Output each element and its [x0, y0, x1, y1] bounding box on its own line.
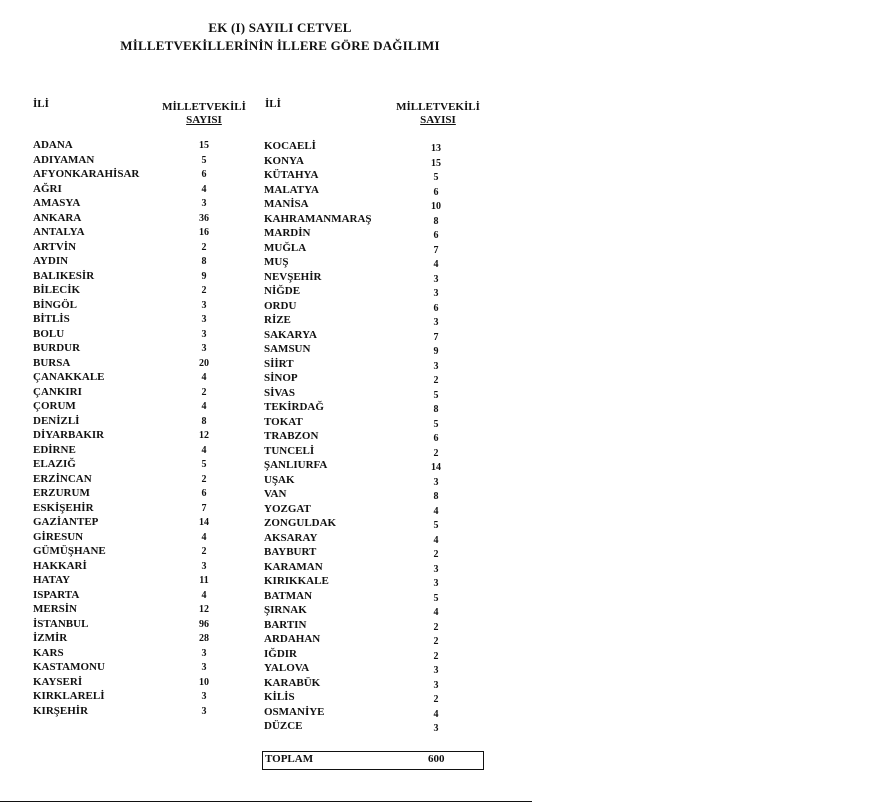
- province-name: EDİRNE: [33, 443, 76, 456]
- province-name: BİLECİK: [33, 284, 81, 296]
- deputy-count: 2: [201, 285, 207, 296]
- province-name: MARDİN: [264, 227, 311, 239]
- deputy-count: 6: [433, 302, 439, 314]
- province-name: VAN: [264, 488, 287, 500]
- province-name: ARDAHAN: [264, 633, 321, 645]
- province-name: BARTIN: [264, 618, 307, 631]
- deputy-count: 7: [433, 244, 439, 256]
- deputy-count: 14: [431, 462, 441, 473]
- deputy-count: 2: [433, 636, 439, 647]
- province-name: KARS: [33, 646, 64, 659]
- province-name: BOLU: [33, 327, 65, 340]
- left-count-header: [159, 101, 249, 127]
- deputy-count: 2: [433, 621, 439, 633]
- province-name: HATAY: [33, 574, 71, 586]
- deputy-count: 8: [201, 256, 207, 267]
- deputy-count: 3: [201, 198, 207, 209]
- province-name: KIRKLARELİ: [33, 690, 105, 702]
- province-name: BURSA: [33, 356, 71, 369]
- deputy-count: 3: [433, 317, 439, 328]
- deputy-count: 3: [201, 299, 207, 311]
- province-name: DİYARBAKIR: [33, 429, 105, 441]
- deputy-count: 5: [201, 154, 207, 166]
- province-name: ŞANLIURFA: [264, 459, 328, 471]
- deputy-count: 3: [201, 328, 207, 340]
- province-name: ERZURUM: [33, 487, 90, 499]
- province-name: TOKAT: [264, 415, 303, 428]
- deputy-count: 3: [201, 691, 207, 702]
- province-name: KOCAELİ: [264, 140, 316, 152]
- left-province-header: İLİ: [33, 98, 49, 110]
- deputy-count: 8: [433, 404, 439, 415]
- deputy-count: 3: [433, 578, 439, 589]
- deputy-count: 20: [199, 357, 209, 369]
- province-name: ESKİŞEHİR: [33, 501, 94, 514]
- deputy-count: 16: [199, 227, 209, 238]
- province-name: MUŞ: [264, 256, 289, 268]
- province-name: BATMAN: [264, 589, 313, 602]
- province-name: ÇANAKKALE: [33, 371, 105, 383]
- deputy-count: 8: [433, 491, 439, 502]
- province-name: SİVAS: [264, 386, 295, 399]
- deputy-count: 12: [199, 430, 209, 441]
- right-count-header-line1: MİLLETVEKİLİ: [396, 101, 480, 113]
- province-name: AYDIN: [33, 255, 69, 267]
- province-name: ANKARA: [33, 211, 82, 224]
- province-name: RİZE: [264, 314, 291, 326]
- province-name: KONYA: [264, 154, 304, 167]
- deputy-count: 2: [433, 375, 439, 386]
- deputy-count: 6: [201, 488, 207, 499]
- province-name: DENİZLİ: [33, 414, 80, 427]
- province-name: AMASYA: [33, 197, 81, 209]
- province-name: NİĞDE: [264, 285, 301, 297]
- deputy-count: 11: [199, 575, 209, 586]
- province-name: BALIKESİR: [33, 269, 95, 282]
- right-count-header: [393, 101, 483, 127]
- deputy-count: 13: [431, 143, 441, 154]
- province-name: ISPARTA: [33, 588, 80, 601]
- province-name: BİNGÖL: [33, 298, 78, 311]
- province-name: SAKARYA: [264, 328, 317, 341]
- province-name: KIRIKKALE: [264, 575, 329, 587]
- deputy-count: 6: [433, 186, 439, 198]
- deputy-count: 2: [201, 473, 207, 485]
- province-name: SAMSUN: [264, 343, 311, 355]
- deputy-count: 2: [201, 386, 207, 398]
- province-name: GİRESUN: [33, 530, 84, 543]
- deputy-count: 2: [433, 447, 439, 459]
- province-name: BİTLİS: [33, 313, 70, 325]
- deputy-count: 5: [433, 592, 439, 604]
- deputy-count: 15: [431, 157, 441, 169]
- deputy-count: 4: [201, 589, 207, 601]
- left-count-header-line2: SAYISI: [186, 114, 222, 126]
- province-name: ŞIRNAK: [264, 604, 307, 616]
- province-name: ÇORUM: [33, 400, 76, 412]
- document-subtitle: MİLLETVEKİLLERİNİN İLLERE GÖRE DAĞILIMI: [120, 38, 440, 53]
- province-name: ERZİNCAN: [33, 472, 92, 485]
- deputy-count: 3: [201, 647, 207, 659]
- province-name: ZONGULDAK: [264, 517, 337, 529]
- deputy-count: 3: [433, 360, 439, 372]
- province-name: ORDU: [264, 299, 297, 312]
- deputy-count: 96: [199, 618, 209, 630]
- deputy-count: 2: [433, 650, 439, 662]
- deputy-count: 3: [201, 662, 207, 673]
- province-name: DÜZCE: [264, 720, 303, 732]
- deputy-count: 6: [201, 169, 207, 180]
- province-name: ARTVİN: [33, 240, 77, 253]
- deputy-count: 8: [433, 215, 439, 227]
- deputy-count: 4: [201, 183, 207, 195]
- province-name: MUĞLA: [264, 241, 307, 254]
- province-name: KASTAMONU: [33, 661, 105, 673]
- deputy-count: 10: [199, 676, 209, 688]
- deputy-count: 5: [433, 172, 439, 183]
- province-name: AĞRI: [33, 182, 62, 195]
- deputy-count: 6: [433, 230, 439, 241]
- province-name: BURDUR: [33, 342, 81, 354]
- province-name: UŞAK: [264, 473, 295, 486]
- deputy-count: 14: [199, 517, 209, 528]
- deputy-count: 2: [201, 241, 207, 253]
- province-name: MERSİN: [33, 603, 78, 615]
- deputy-count: 3: [433, 288, 439, 299]
- deputy-count: 15: [199, 140, 209, 151]
- province-name: KAHRAMANMARAŞ: [264, 212, 372, 225]
- province-name: KÜTAHYA: [264, 169, 319, 181]
- total-box: [262, 751, 484, 770]
- deputy-count: 5: [433, 520, 439, 531]
- total-label: TOPLAM: [265, 753, 314, 765]
- province-name: HAKKARİ: [33, 559, 87, 572]
- document-title: EK (I) SAYILI CETVEL: [208, 20, 352, 35]
- deputy-count: 7: [433, 331, 439, 343]
- province-name: KARAMAN: [264, 560, 323, 573]
- deputy-count: 5: [433, 389, 439, 401]
- province-name: MANİSA: [264, 198, 309, 210]
- right-count-header-line2: SAYISI: [420, 114, 456, 126]
- province-name: YALOVA: [264, 662, 310, 674]
- province-name: SİİRT: [264, 357, 294, 370]
- province-name: TUNCELİ: [264, 444, 315, 457]
- deputy-count: 9: [433, 346, 439, 357]
- deputy-count: 5: [201, 459, 207, 470]
- deputy-count: 4: [433, 259, 439, 270]
- province-name: BAYBURT: [264, 546, 317, 558]
- deputy-count: 3: [201, 343, 207, 354]
- province-name: ELAZIĞ: [33, 458, 76, 470]
- deputy-count: 3: [433, 476, 439, 488]
- deputy-count: 4: [433, 607, 439, 618]
- deputy-count: 4: [433, 708, 439, 720]
- province-name: TRABZON: [264, 430, 319, 442]
- province-name: ANTALYA: [33, 226, 85, 238]
- deputy-count: 2: [201, 546, 207, 557]
- deputy-count: 3: [433, 273, 439, 285]
- deputy-count: 4: [433, 534, 439, 546]
- province-name: GÜMÜŞHANE: [33, 545, 106, 557]
- province-name: YOZGAT: [264, 502, 311, 515]
- deputy-count: 8: [201, 415, 207, 427]
- province-name: KIRŞEHİR: [33, 704, 89, 717]
- province-name: AKSARAY: [264, 531, 318, 544]
- deputy-count: 6: [433, 433, 439, 444]
- province-name: NEVŞEHİR: [264, 270, 322, 283]
- total-value: 600: [428, 753, 445, 765]
- deputy-count: 4: [433, 505, 439, 517]
- deputy-count: 3: [201, 705, 207, 717]
- deputy-count: 7: [201, 502, 207, 514]
- page-divider: [0, 801, 532, 802]
- deputy-count: 3: [201, 560, 207, 572]
- deputy-count: 3: [201, 314, 207, 325]
- deputy-count: 28: [199, 633, 209, 644]
- deputy-count: 3: [433, 563, 439, 575]
- province-name: GAZİANTEP: [33, 516, 99, 528]
- deputy-count: 9: [201, 270, 207, 282]
- province-name: IĞDIR: [264, 647, 298, 660]
- deputy-count: 3: [433, 665, 439, 676]
- deputy-count: 12: [199, 604, 209, 615]
- deputy-count: 4: [201, 531, 207, 543]
- right-province-header: İLİ: [265, 98, 281, 110]
- deputy-count: 3: [433, 679, 439, 691]
- province-name: TEKİRDAĞ: [264, 401, 324, 413]
- province-name: KİLİS: [264, 691, 295, 703]
- province-name: KAYSERİ: [33, 675, 83, 688]
- province-name: ADIYAMAN: [33, 153, 95, 166]
- province-name: ÇANKIRI: [33, 385, 82, 398]
- deputy-count: 36: [199, 212, 209, 224]
- province-name: MALATYA: [264, 183, 320, 196]
- deputy-count: 4: [201, 401, 207, 412]
- deputy-count: 2: [433, 549, 439, 560]
- province-name: İZMİR: [33, 632, 68, 644]
- deputy-count: 3: [433, 723, 439, 734]
- province-name: İSTANBUL: [33, 617, 89, 630]
- deputy-count: 4: [201, 444, 207, 456]
- province-name: KARABÜK: [264, 676, 321, 689]
- province-name: AFYONKARAHİSAR: [33, 168, 140, 180]
- deputy-count: 4: [201, 372, 207, 383]
- province-name: ADANA: [33, 139, 73, 151]
- deputy-count: 5: [433, 418, 439, 430]
- deputy-count: 2: [433, 694, 439, 705]
- province-name: OSMANİYE: [264, 705, 325, 718]
- province-name: SİNOP: [264, 372, 298, 384]
- deputy-count: 10: [431, 201, 441, 212]
- left-count-header-line1: MİLLETVEKİLİ: [162, 101, 246, 113]
